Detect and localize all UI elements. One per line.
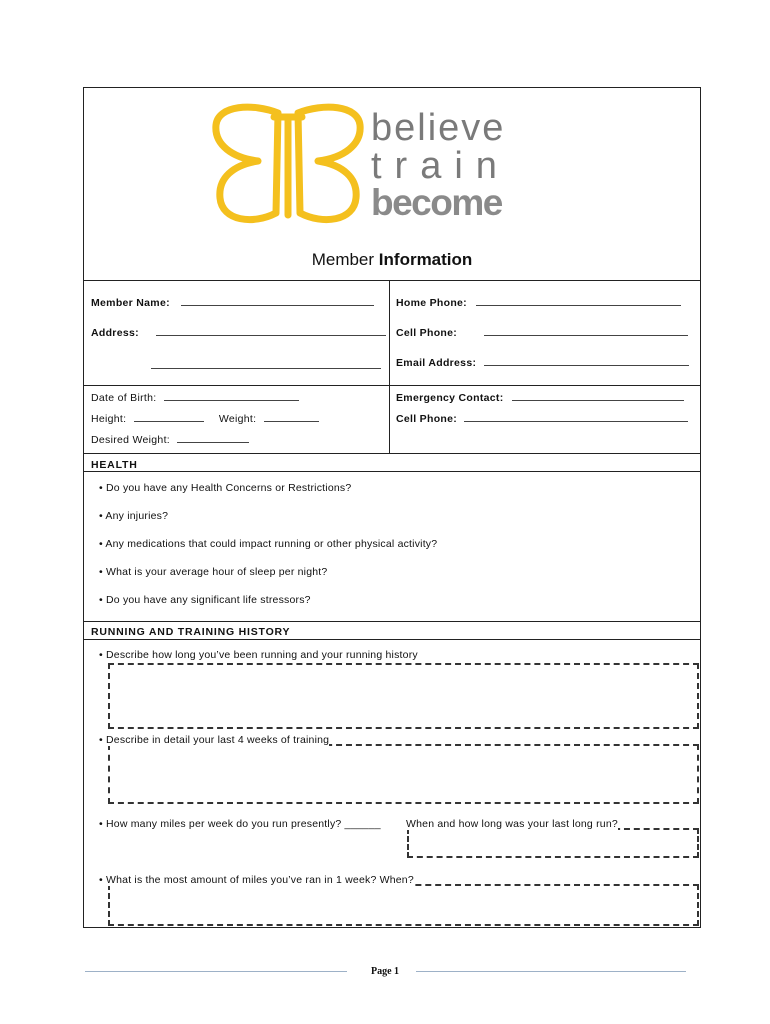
logo-word-become: become xyxy=(371,182,502,223)
address-blank-2[interactable] xyxy=(151,359,381,369)
page-title xyxy=(84,250,700,270)
address-line-2[interactable] xyxy=(151,356,381,374)
running-question: • Describe how long you’ve been running and your running history xyxy=(99,649,418,661)
emergency-contact-label: Emergency Contact: xyxy=(396,392,504,404)
home-phone-label: Home Phone: xyxy=(396,297,467,309)
health-heading: HEALTH xyxy=(91,459,138,471)
weight-label: Weight: xyxy=(218,413,257,425)
address-field[interactable] xyxy=(91,326,386,339)
home-phone-blank[interactable] xyxy=(476,296,681,306)
running-heading: RUNNING AND TRAINING HISTORY xyxy=(91,626,291,638)
emergency-cell-label: Cell Phone: xyxy=(396,413,458,425)
dob-field[interactable] xyxy=(91,391,299,404)
running-question: When and how long was your last long run? xyxy=(406,818,618,830)
cell-phone-field[interactable] xyxy=(396,326,688,339)
running-question: • How many miles per week do you run presently? ______ xyxy=(99,818,381,830)
dob-blank[interactable] xyxy=(164,391,299,401)
divider xyxy=(84,385,700,386)
title-regular: Member xyxy=(311,250,375,269)
desired-weight-field[interactable] xyxy=(91,433,249,446)
max-miles-answer-box[interactable] xyxy=(108,884,699,926)
butterfly-logo-icon xyxy=(208,103,368,231)
running-question: • What is the most amount of miles you’ve ran in 1 week? When? xyxy=(99,874,414,886)
desired-weight-blank[interactable] xyxy=(177,433,249,443)
desired-weight-label: Desired Weight: xyxy=(91,434,171,446)
divider xyxy=(84,280,700,281)
email-blank[interactable] xyxy=(484,356,689,366)
address-label: Address: xyxy=(91,327,139,339)
emergency-cell-blank[interactable] xyxy=(464,412,688,422)
page-number: Page 1 xyxy=(370,966,400,977)
running-history-answer-box[interactable] xyxy=(108,663,699,729)
home-phone-field[interactable] xyxy=(396,296,681,309)
health-question: • What is your average hour of sleep per night? xyxy=(99,566,328,578)
emergency-contact-blank[interactable] xyxy=(512,391,684,401)
height-weight-field[interactable] xyxy=(91,412,319,425)
emergency-cell-field[interactable] xyxy=(396,412,688,425)
cell-phone-label: Cell Phone: xyxy=(396,327,458,339)
height-label: Height: xyxy=(91,413,127,425)
column-divider xyxy=(389,280,390,453)
health-question: • Any injuries? xyxy=(99,510,169,522)
email-field[interactable] xyxy=(396,356,689,369)
health-question: • Do you have any Health Concerns or Restrictions? xyxy=(99,482,352,494)
health-question: • Any medications that could impact running or other physical activity? xyxy=(99,538,438,550)
long-run-answer-box[interactable] xyxy=(407,828,699,858)
member-name-field[interactable] xyxy=(91,296,374,309)
member-name-label: Member Name: xyxy=(91,297,170,309)
health-question: • Do you have any significant life stressors? xyxy=(99,594,311,606)
logo-word-train: train xyxy=(371,145,510,187)
running-question: • Describe in detail your last 4 weeks of training xyxy=(99,734,330,746)
title-bold: Information xyxy=(378,250,473,269)
divider xyxy=(84,471,700,472)
member-information-form xyxy=(83,87,701,928)
weight-blank[interactable] xyxy=(264,412,319,422)
divider xyxy=(84,639,700,640)
training-answer-box[interactable] xyxy=(108,744,699,804)
logo-wordmark xyxy=(371,109,510,221)
address-blank-1[interactable] xyxy=(156,326,386,336)
height-blank[interactable] xyxy=(134,412,204,422)
logo-word-believe: believe xyxy=(371,107,506,149)
divider xyxy=(84,621,700,622)
member-name-blank[interactable] xyxy=(181,296,374,306)
emergency-contact-field[interactable] xyxy=(396,391,684,404)
dob-label: Date of Birth: xyxy=(91,392,157,404)
email-label: Email Address: xyxy=(396,357,477,369)
divider xyxy=(84,453,700,454)
cell-phone-blank[interactable] xyxy=(484,326,688,336)
